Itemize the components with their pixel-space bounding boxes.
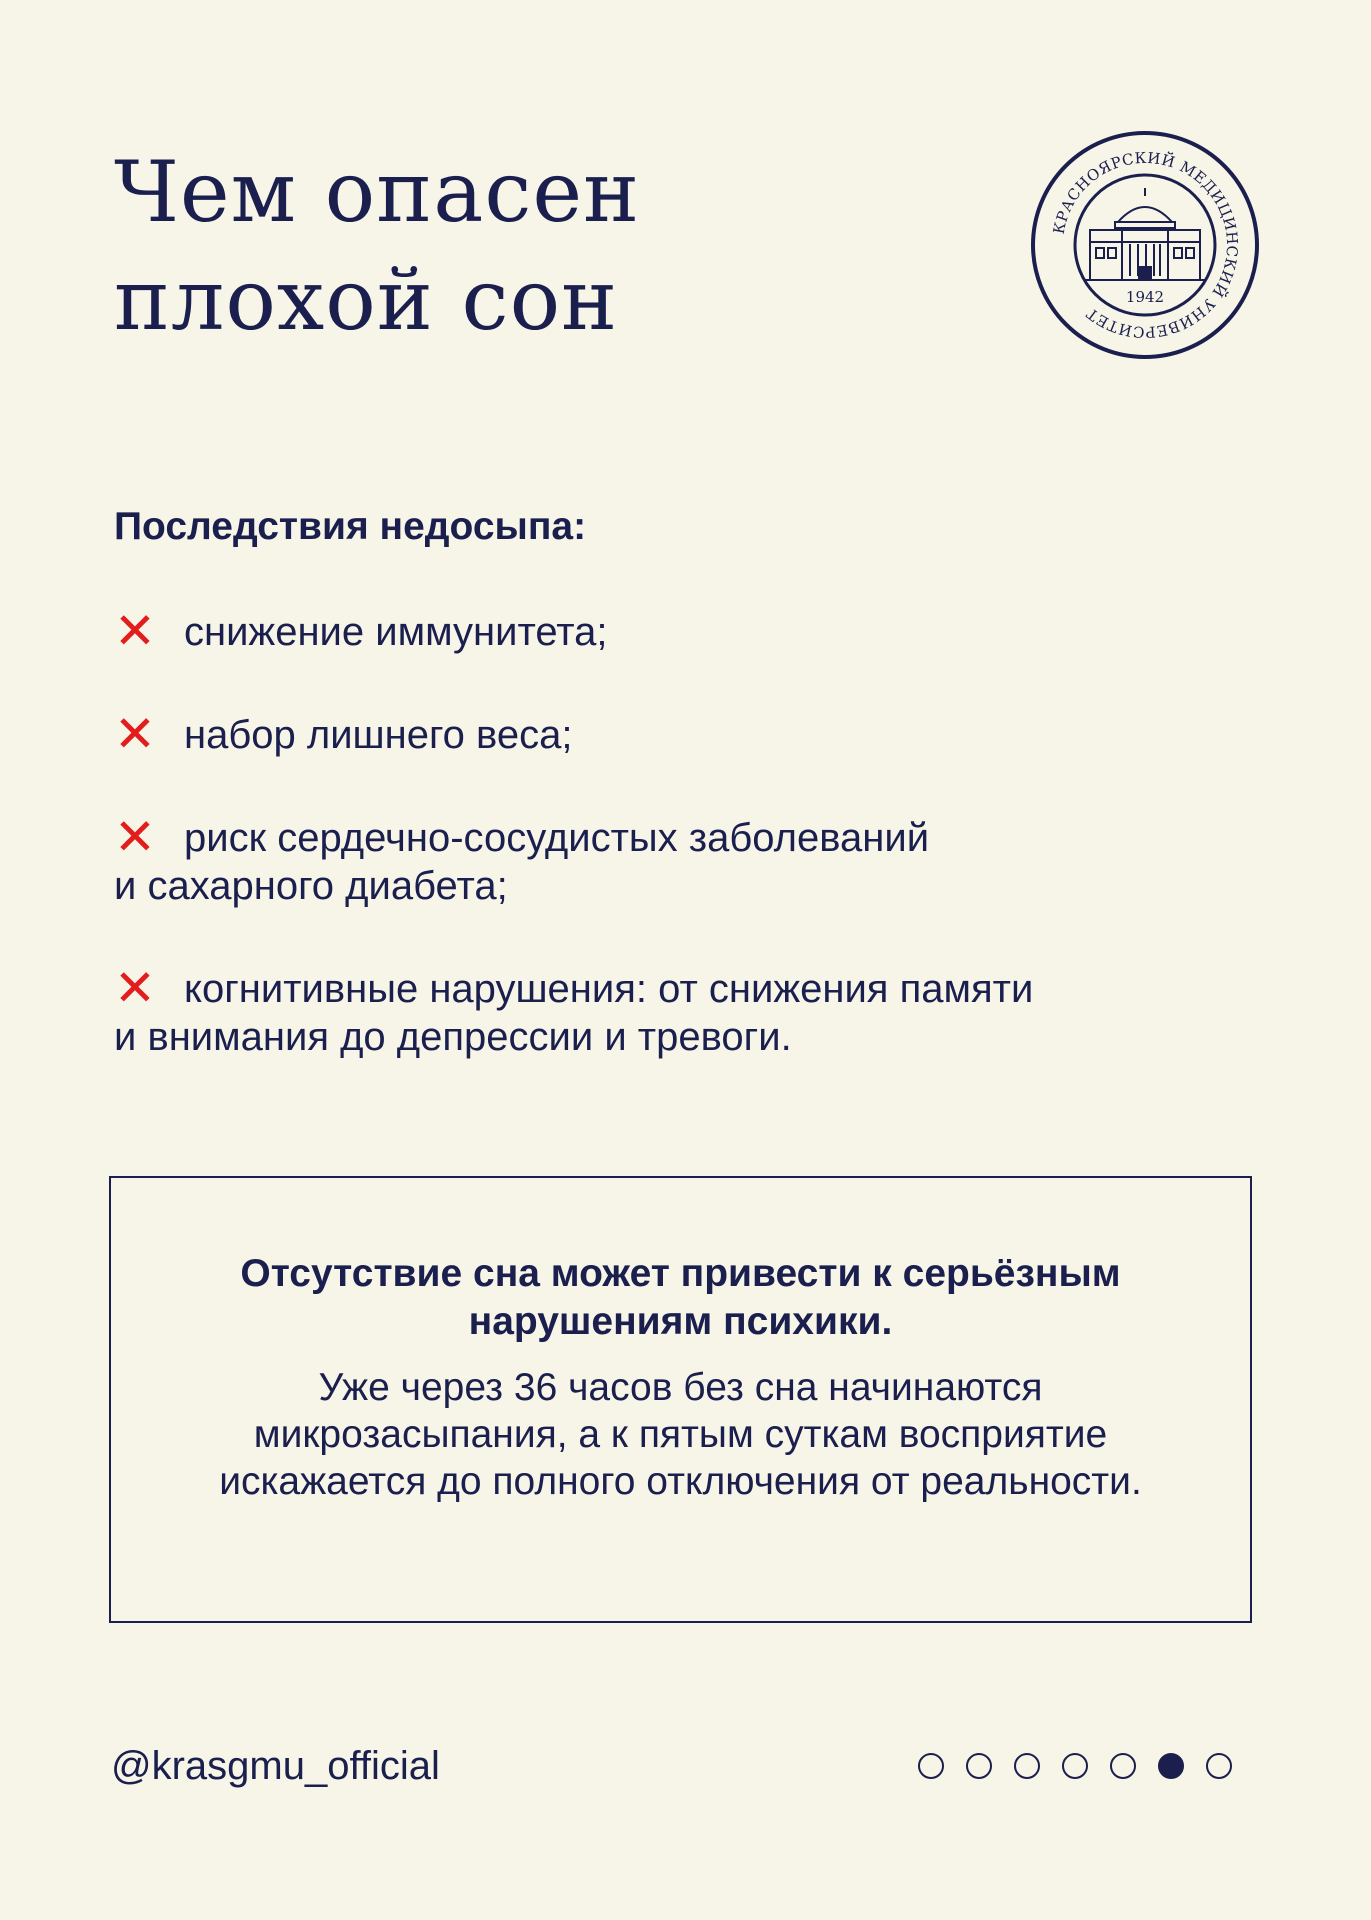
red-cross-icon: ✕ — [114, 960, 156, 1016]
list-item — [114, 603, 608, 659]
list-item-text: риск сердечно-сосудистых заболеваний — [184, 816, 930, 860]
list-item — [114, 706, 573, 762]
list-item-text: снижение иммунитета; — [184, 610, 608, 654]
pagination-dot — [1206, 1753, 1232, 1779]
title-line-1: Чем опасен — [114, 143, 641, 241]
list-item — [114, 960, 1034, 1061]
consequences-heading: Последствия недосыпа: — [114, 505, 587, 548]
pagination-dot — [966, 1753, 992, 1779]
pagination-dot — [1014, 1753, 1040, 1779]
pagination-dots — [918, 1753, 1232, 1779]
pagination-dot-active — [1158, 1753, 1184, 1779]
callout-lead: Отсутствие сна может привести к серьёзным нарушениям психики. — [240, 1252, 1121, 1343]
page-title — [114, 138, 640, 354]
list-item-text-continued: и сахарного диабета; — [114, 864, 508, 908]
list-item-text: набор лишнего веса; — [184, 713, 573, 757]
red-cross-icon: ✕ — [114, 603, 156, 659]
svg-text:КРАСНОЯРСКИЙ МЕДИЦИНСКИЙ УНИВЕ: КРАСНОЯРСКИЙ МЕДИЦИНСКИЙ УНИВЕРСИТЕТ — [1049, 148, 1242, 342]
callout-box — [109, 1176, 1252, 1623]
red-cross-icon: ✕ — [114, 809, 156, 865]
list-item — [114, 809, 930, 910]
university-seal-logo — [1030, 130, 1260, 360]
list-item-text: когнитивные нарушения: от снижения памяти — [184, 967, 1034, 1011]
social-handle: @krasgmu_official — [111, 1744, 440, 1788]
svg-text:1942: 1942 — [1125, 288, 1165, 306]
callout-body: Уже через 36 часов без сна начинаются микрозасыпания, а к пятым суткам восприятие искажается до полного отключения от реальности. — [219, 1366, 1142, 1503]
list-item-text-continued: и внимания до депрессии и тревоги. — [114, 1015, 792, 1059]
pagination-dot — [1110, 1753, 1136, 1779]
red-cross-icon: ✕ — [114, 706, 156, 762]
pagination-dot — [1062, 1753, 1088, 1779]
pagination-dot — [918, 1753, 944, 1779]
title-line-2: плохой сон — [114, 251, 619, 349]
